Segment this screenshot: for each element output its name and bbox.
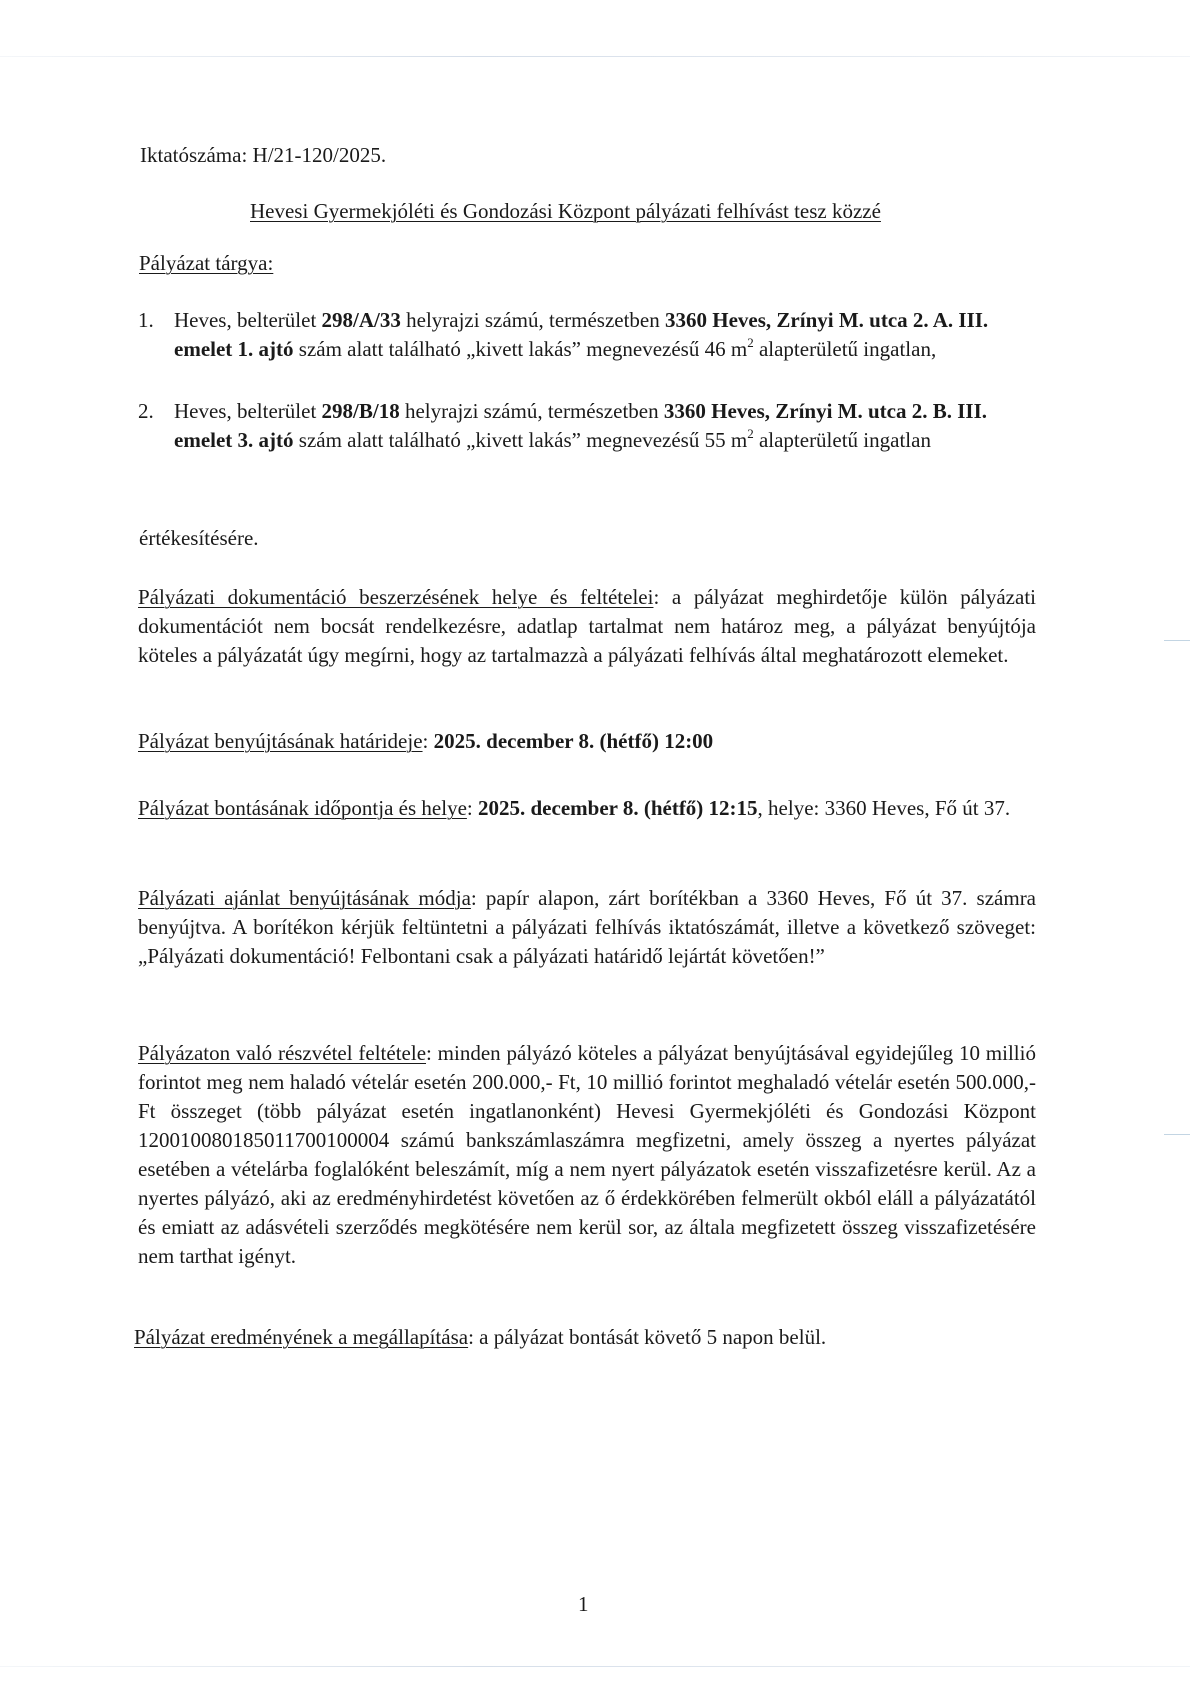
- section-label: Pályázati ajánlat benyújtásának módja: [138, 886, 471, 910]
- section-label: Pályázaton való részvétel feltétele: [138, 1041, 427, 1065]
- headline: Hevesi Gyermekjóléti és Gondozási Központ pályázati felhívást tesz közzé: [250, 199, 881, 223]
- opening-section: Pályázat bontásának időpontja és helye: 2025. december 8. (hétfő) 12:15, helye: 3360 Heves, Fő út 37.: [138, 796, 1011, 820]
- item-number: 1.: [138, 308, 154, 332]
- section-label: Pályázati dokumentáció beszerzésének helye és feltételei: [138, 585, 654, 609]
- parcel-number: 298/B/18: [321, 399, 400, 423]
- submission-section: Pályázati ajánlat benyújtásának módja: papír alapon, zárt borítékban a 3360 Heves, Fő út 37. számra benyújtva. A borítékon kérjük feltüntetni a pályázati felhívás iktatószámát, illetve a következő szöveget: „Pályázati dokumentáció! Felbontani csak a pályázati határidő lejártát követően!”: [138, 886, 1037, 968]
- opening-value: 2025. december 8. (hétfő) 12:15: [478, 796, 758, 820]
- result-section: Pályázat eredményének a megállapítása: a pályázat bontását követő 5 napon belül.: [134, 1325, 827, 1349]
- item-number: 2.: [138, 399, 154, 423]
- scan-edge-mark: [1164, 640, 1190, 641]
- section-label: Pályázat eredményének a megállapítása: [134, 1325, 469, 1349]
- reference-number: H/21-120/2025.: [252, 143, 387, 167]
- participation-section: Pályázaton való részvétel feltétele: minden pályázó köteles a pályázat benyújtásával egyidejűleg 10 millió forintot meg nem haladó vételár esetén 200.000,- Ft, 10 millió forintot meghaladó vételár esetén 500.000,- Ft összeget (több pályázat esetén ingatlanonként) Hevesi Gyermekjóléti és Gondozási Központ 12001008018501170010000​4 számú bankszámlaszámra megfizetni, amely összeg a nyertes pályázat esetében a vételárba foglalóként beleszámít, míg a nem nyert pályázatok esetén visszafizetésre kerül. Az a nyertes pályázó, aki az eredményhirdetést követően az ő érdekkörében felmerült okból eláll a pályázatától és emiatt az adásvételi szerződés megkötésére nem kerül sor, az általa megfizetett összeg visszafizetésére nem tarthat igényt.: [138, 1041, 1036, 1268]
- deadline-value: 2025. december 8. (hétfő) 12:00: [433, 729, 714, 753]
- reference-label: Iktatószáma:: [140, 143, 248, 167]
- property-item-1: 1. Heves, belterület 298/A/33 helyrajzi számú, természetben 3360 Heves, Zrínyi M. utca 2. A. III. emelet 1. ajtó szám alatt található „kivett lakás” megnevezésű 46 $m^2$ alapterületű ingatlan,: [138, 308, 989, 361]
- section-label: Pályázat benyújtásának határideje: [138, 729, 423, 753]
- scan-artifact-line: [0, 1666, 1190, 1667]
- subject-label: Pályázat tárgya:: [139, 251, 274, 275]
- scan-edge-mark: [1164, 1134, 1190, 1135]
- parcel-number: 298/A/33: [321, 308, 401, 332]
- reference-line: [140, 141, 386, 170]
- deadline-section: Pályázat benyújtásának határideje: 2025. december 8. (hétfő) 12:00: [138, 729, 714, 753]
- purpose-text: értékesítésére.: [139, 526, 259, 550]
- page-number: 1: [578, 1592, 589, 1616]
- property-item-2: 2. Heves, belterület 298/B/18 helyrajzi számú, természetben 3360 Heves, Zrínyi M. utca 2. B. III. emelet 3. ajtó szám alatt található „kivett lakás” megnevezésű 55 $m^2$ alapterületű ingatlan: [138, 399, 988, 452]
- property-address: 3360 Heves, Zrínyi M. utca 2. B. III. emelet 3. ajtó: [174, 399, 988, 452]
- property-address: 3360 Heves, Zrínyi M. utca 2. A. III. emelet 1. ajtó: [174, 308, 989, 361]
- section-label: Pályázat bontásának időpontja és helye: [138, 796, 467, 820]
- scan-artifact-line: [0, 56, 1190, 57]
- documentation-section: Pályázati dokumentáció beszerzésének helye és feltételei: a pályázat meghirdetője külön pályázati dokumentációt nem bocsát rendelkezésre, adatlap tartalmat nem határoz meg, a pályázat benyújtója köteles a pályázatát úgy megírni, hogy az tartalmazzà a pályázati felhívás által meghatározott elemeket.: [138, 585, 1036, 667]
